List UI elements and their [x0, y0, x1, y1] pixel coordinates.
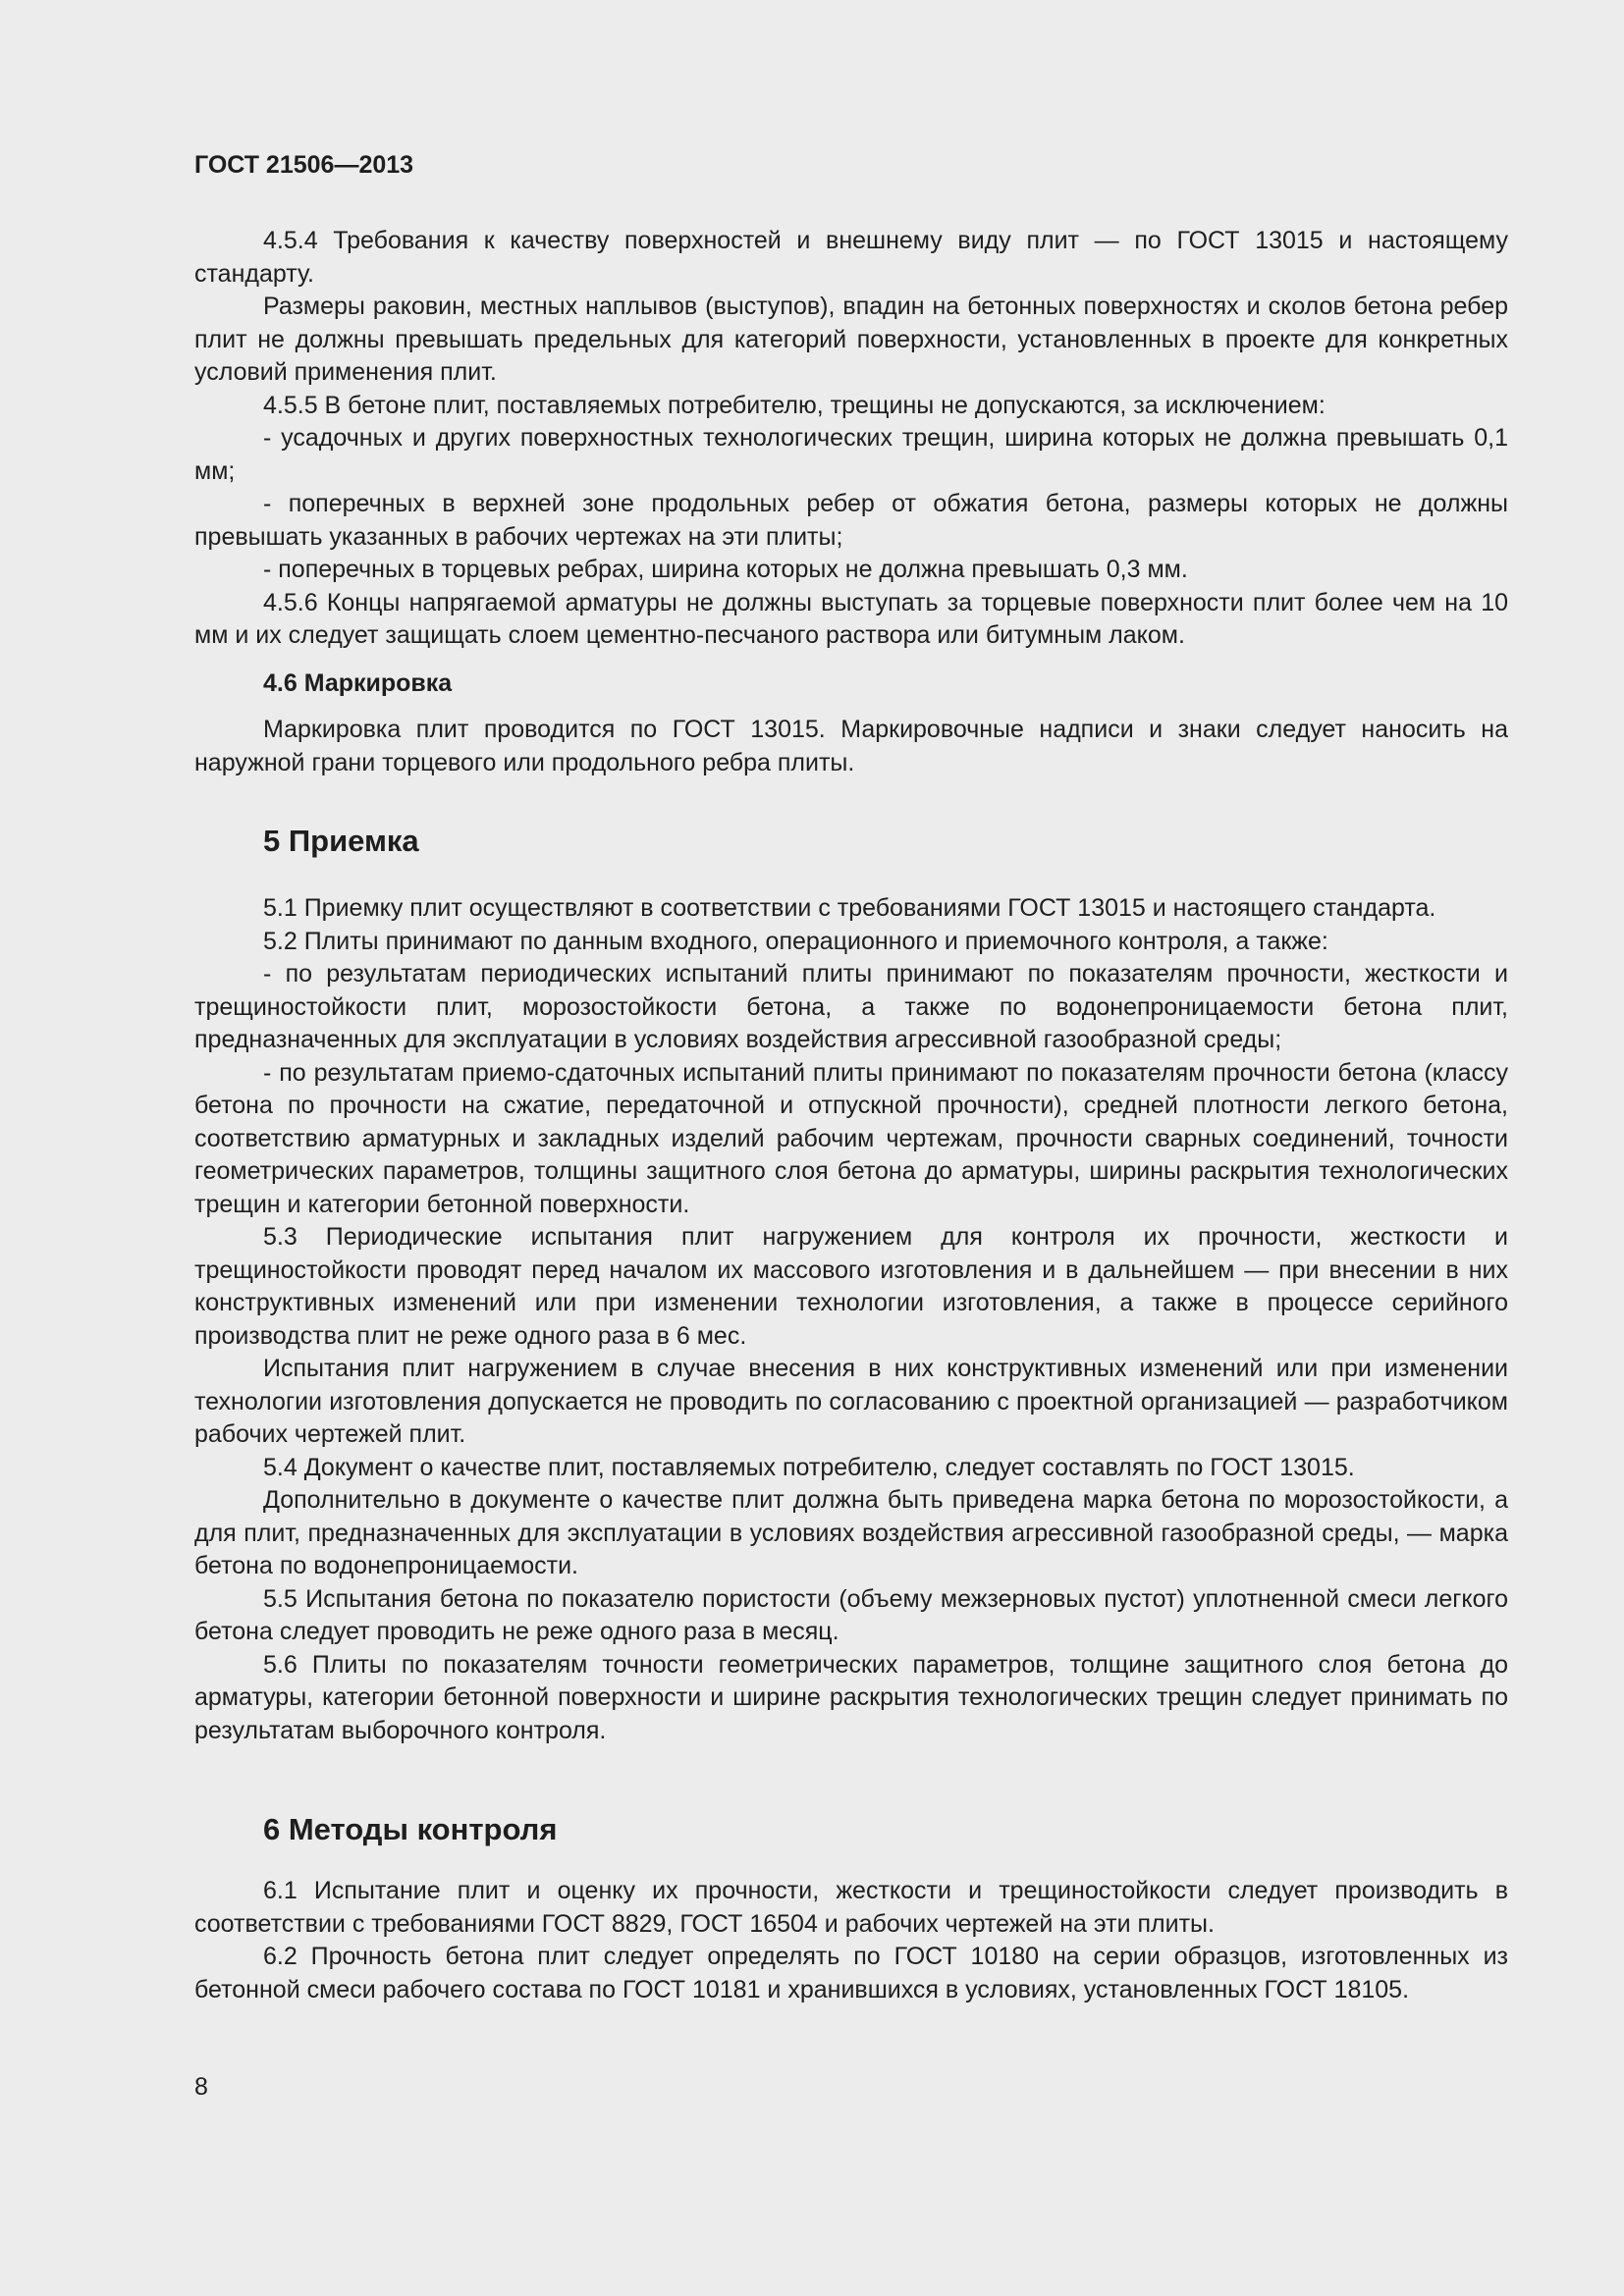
- paragraph: 4.5.4 Требования к качеству поверхностей и внешнему виду плит — по ГОСТ 13015 и настоящему стандарту.: [194, 227, 1508, 288]
- paragraph: 5.1 Приемку плит осуществляют в соответствии с требованиями ГОСТ 13015 и настоящего стандарта.: [263, 894, 1436, 922]
- list-item: - поперечных в верхней зоне продольных ребер от обжатия бетона, размеры которых не должны превышать указанных в рабочих чертежах на эти плиты;: [194, 490, 1508, 551]
- subsection-heading: 4.6 Маркировка: [263, 668, 453, 697]
- document-page: [194, 0, 1508, 2296]
- paragraph: 6.2 Прочность бетона плит следует определять по ГОСТ 10180 на серии образцов, изготовленных из бетонной смеси рабочего состава по ГОСТ 10181 и хранившихся в условиях, установленных ГОСТ 18105.: [194, 1943, 1508, 2003]
- paragraph: Маркировка плит проводится по ГОСТ 13015. Маркировочные надписи и знаки следует наносить на наружной грани торцевого или продольного ребра плиты.: [194, 716, 1508, 776]
- list-item: - поперечных в торцевых ребрах, ширина которых не должна превышать 0,3 мм.: [263, 556, 1188, 583]
- paragraph: 5.5 Испытания бетона по показателю пористости (объему межзерновых пустот) уплотненной смеси легкого бетона следует проводить не реже одного раза в месяц.: [194, 1584, 1508, 1645]
- paragraph: 5.3 Периодические испытания плит нагружением для контроля их прочности, жесткости и трещиностойкости проводят перед началом их массового изготовления и в дальнейшем — при внесении в них конструктивных изменений или при изменении технологии изготовления, а также в процессе серийного производства плит не реже одного раза в 6 мес.: [194, 1223, 1508, 1350]
- paragraph: Дополнительно в документе о качестве плит должна быть приведена марка бетона по морозостойкости, а для плит, предназначенных для эксплуатации в условиях воздействия агрессивной газообразной среды, — марка бетона по водонепроницаемости.: [194, 1486, 1508, 1579]
- paragraph: 5.2 Плиты принимают по данным входного, операционного и приемочного контроля, а также:: [263, 927, 1328, 955]
- page-number: 8: [194, 2073, 208, 2101]
- list-item: - по результатам приемо-сдаточных испытаний плиты принимают по показателям прочности бетона (классу бетона по прочности на сжатие, передаточной и отпускной прочности), средней плотности легкого бетона, соответствию арматурных и закладных изделий рабочим чертежам, прочности сварных соединений, точности геометрических параметров, толщины защитного слоя бетона до арматуры, ширины раскрытия технологических трещин и категории бетонной поверхности.: [194, 1058, 1508, 1218]
- section-heading: 6 Методы контроля: [263, 1812, 558, 1846]
- paragraph: 4.5.5 В бетоне плит, поставляемых потребителю, трещины не допускаются, за исключением:: [263, 391, 1326, 419]
- list-item: - усадочных и других поверхностных технологических трещин, ширина которых не должна превышать 0,1 мм;: [194, 424, 1508, 485]
- paragraph: 6.1 Испытание плит и оценку их прочности, жесткости и трещиностойкости следует производить в соответствии с требованиями ГОСТ 8829, ГОСТ 16504 и рабочих чертежей на эти плиты.: [194, 1877, 1508, 1938]
- paragraph: 4.5.6 Концы напрягаемой арматуры не должны выступать за торцевые поверхности плит более чем на 10 мм и их следует защищать слоем цементно-песчаного раствора или битумным лаком.: [194, 588, 1508, 649]
- paragraph: 5.4 Документ о качестве плит, поставляемых потребителю, следует составлять по ГОСТ 13015.: [263, 1453, 1355, 1481]
- document-body: [194, 225, 1508, 2006]
- paragraph: Испытания плит нагружением в случае внесения в них конструктивных изменений или при изменении технологии изготовления допускается не проводить по согласованию с проектной организацией — разработчиком рабочих чертежей плит.: [194, 1355, 1508, 1448]
- section-heading: 5 Приемка: [263, 824, 419, 858]
- running-header: ГОСТ 21506—2013: [194, 151, 414, 179]
- list-item: - по результатам периодических испытаний плиты принимают по показателям прочности, жесткости и трещиностойкости плит, морозостойкости бетона, а также по водонепроницаемости бетона плит, предназначенных для эксплуатации в условиях воздействия агрессивной газообразной среды;: [194, 960, 1508, 1053]
- paragraph: 5.6 Плиты по показателям точности геометрических параметров, толщине защитного слоя бетона до арматуры, категории бетонной поверхности и ширине раскрытия технологических трещин следует принимать по результатам выборочного контроля.: [194, 1650, 1508, 1744]
- paragraph: Размеры раковин, местных наплывов (выступов), впадин на бетонных поверхностях и сколов бетона ребер плит не должны превышать предельных для категорий поверхности, установленных в проекте для конкретных условий применения плит.: [194, 293, 1508, 386]
